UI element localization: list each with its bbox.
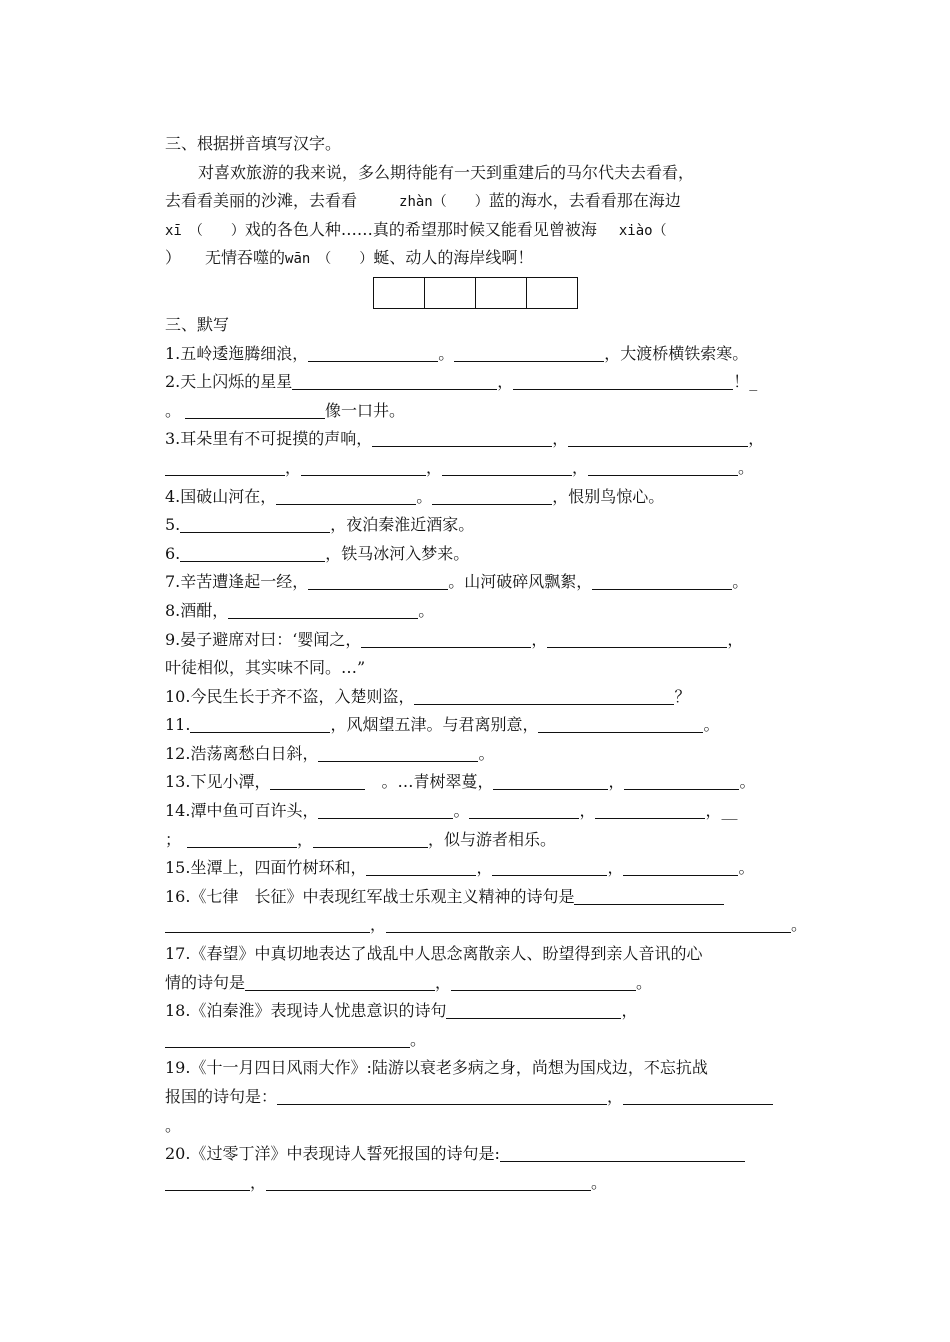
question-14-cont: ； ， ，似与游者相乐。: [165, 829, 557, 849]
answer-box[interactable]: [475, 277, 527, 309]
blank[interactable]: [308, 571, 448, 590]
question-13: 13.下见小潭， 。…青树翠蔓， ， 。: [165, 772, 756, 792]
blank[interactable]: [574, 886, 724, 905]
blank[interactable]: [446, 1000, 621, 1019]
blank[interactable]: [165, 457, 285, 476]
passage-line-2: 去看看美丽的沙滩，去看看 zhàn（ ）蓝的海水，去看看那在海边: [165, 191, 681, 211]
blank[interactable]: [165, 1172, 250, 1191]
blank[interactable]: [313, 829, 428, 848]
pinyin-zhan: zhàn（ ）: [399, 194, 489, 211]
question-12: 12.浩荡离愁白日斜， 。: [165, 743, 495, 763]
blank[interactable]: [292, 371, 497, 390]
question-3: 3.耳朵里有不可捉摸的声响， ， ，: [165, 429, 765, 449]
question-5: 5. ，夜泊秦淮近酒家。: [165, 515, 475, 535]
blank[interactable]: [266, 1172, 591, 1191]
blank[interactable]: [190, 714, 330, 733]
question-6: 6. ，铁马冰河入梦来。: [165, 543, 470, 563]
question-2: 2.天上闪烁的星星 ， ！_: [165, 372, 758, 392]
blank[interactable]: [547, 629, 727, 648]
pinyin-wan: wān （ ）: [285, 251, 374, 268]
pinyin-xi: xī （ ）: [165, 222, 245, 239]
blank[interactable]: [277, 1086, 607, 1105]
worksheet: [165, 130, 808, 1197]
blank[interactable]: [500, 1143, 745, 1162]
question-8: 8.酒酣， 。: [165, 600, 435, 620]
blank[interactable]: [595, 800, 705, 819]
blank[interactable]: [185, 400, 325, 419]
blank[interactable]: [623, 857, 738, 876]
question-16: 16.《七律 长征》中表现红军战士乐观主义精神的诗句是: [165, 883, 805, 912]
question-16-cont: ， 。: [165, 911, 805, 940]
blank[interactable]: [624, 771, 739, 790]
blank[interactable]: [276, 486, 416, 505]
section-title-pinyin: 三、根据拼音填写汉字。: [165, 134, 342, 153]
passage-line-3: xī （ ）戏的各色人种……真的希望那时候又能看见曾被海 xiào（: [165, 219, 667, 239]
blank[interactable]: [513, 371, 733, 390]
question-1: 1.五岭逶迤腾细浪， 。 ，大渡桥横铁索寒。: [165, 343, 749, 363]
blank[interactable]: [245, 972, 435, 991]
answer-box[interactable]: [373, 277, 425, 309]
blank[interactable]: [165, 914, 370, 933]
question-19-cont: 报国的诗句是： ，: [165, 1083, 805, 1112]
question-19-end: 。: [165, 1115, 182, 1135]
question-3-cont: ， ， ， 。: [165, 454, 805, 483]
question-4: 4.国破山河在， 。 ，恨别鸟惊心。: [165, 486, 665, 506]
question-18-cont: 。: [165, 1026, 805, 1055]
blank[interactable]: [469, 800, 579, 819]
blank[interactable]: [270, 771, 365, 790]
blank[interactable]: [180, 543, 325, 562]
question-18: 18.《泊秦淮》表现诗人忧患意识的诗句 ，: [165, 1001, 638, 1021]
passage-line-1: 对喜欢旅游的我来说，多么期待能有一天到重建后的马尔代夫去看看，: [198, 162, 695, 182]
blank[interactable]: [386, 914, 791, 933]
question-15: 15.坐潭上，四面竹树环和， ， ， 。: [165, 858, 755, 878]
blank[interactable]: [442, 457, 572, 476]
blank[interactable]: [492, 857, 607, 876]
blank[interactable]: [180, 514, 330, 533]
question-2-cont: 。 像一口井。: [165, 400, 406, 420]
blank[interactable]: [451, 972, 636, 991]
blank[interactable]: [372, 428, 552, 447]
question-19: 19.《十一月四日风雨大作》:陆游以衰老多病之身，尚想为国戍边，不忘抗战: [165, 1058, 708, 1078]
blank[interactable]: [414, 686, 674, 705]
question-10: 10.今民生长于齐不盗，入楚则盗， ？: [165, 686, 691, 706]
blank[interactable]: [318, 800, 453, 819]
blank[interactable]: [308, 343, 438, 362]
question-14: 14.潭中鱼可百许头， 。 ， ，__: [165, 801, 738, 821]
question-17-cont: 情的诗句是 ， 。: [165, 972, 653, 992]
question-17: 17.《春望》中真切地表达了战乱中人思念离散亲人、盼望得到亲人音讯的心: [165, 944, 703, 964]
question-20: 20.《过零丁洋》中表现诗人誓死报国的诗句是:: [165, 1140, 805, 1169]
question-11: 11. ，风烟望五津。与君离别意， 。: [165, 715, 720, 735]
section-title-dictation: 三、默写: [165, 314, 230, 334]
question-7: 7.辛苦遭逢起一经， 。山河破碎风飘絮， 。: [165, 572, 749, 592]
blank[interactable]: [623, 1086, 773, 1105]
question-9-cont: 叶徒相似，其实味不同。…”: [165, 658, 366, 678]
answer-box[interactable]: [424, 277, 476, 309]
blank[interactable]: [301, 457, 426, 476]
blank[interactable]: [493, 771, 608, 790]
question-9: 9.晏子避席对曰：‘婴闻之， ， ，: [165, 629, 744, 649]
blank[interactable]: [432, 486, 552, 505]
blank[interactable]: [592, 571, 732, 590]
question-20-cont: ， 。: [165, 1169, 805, 1198]
blank[interactable]: [165, 1029, 410, 1048]
blank[interactable]: [588, 457, 738, 476]
blank[interactable]: [454, 343, 604, 362]
blank[interactable]: [228, 600, 418, 619]
pinyin-xiao: xiào（: [618, 222, 667, 239]
blank[interactable]: [366, 857, 476, 876]
blank[interactable]: [187, 829, 297, 848]
blank[interactable]: [318, 743, 478, 762]
blank[interactable]: [538, 714, 703, 733]
passage-line-4: ） 无情吞噬的wān （ ）蜒、动人的海岸线啊！: [165, 248, 534, 268]
blank[interactable]: [361, 629, 531, 648]
answer-box-grid: [373, 277, 805, 309]
blank[interactable]: [568, 428, 748, 447]
answer-box[interactable]: [526, 277, 578, 309]
